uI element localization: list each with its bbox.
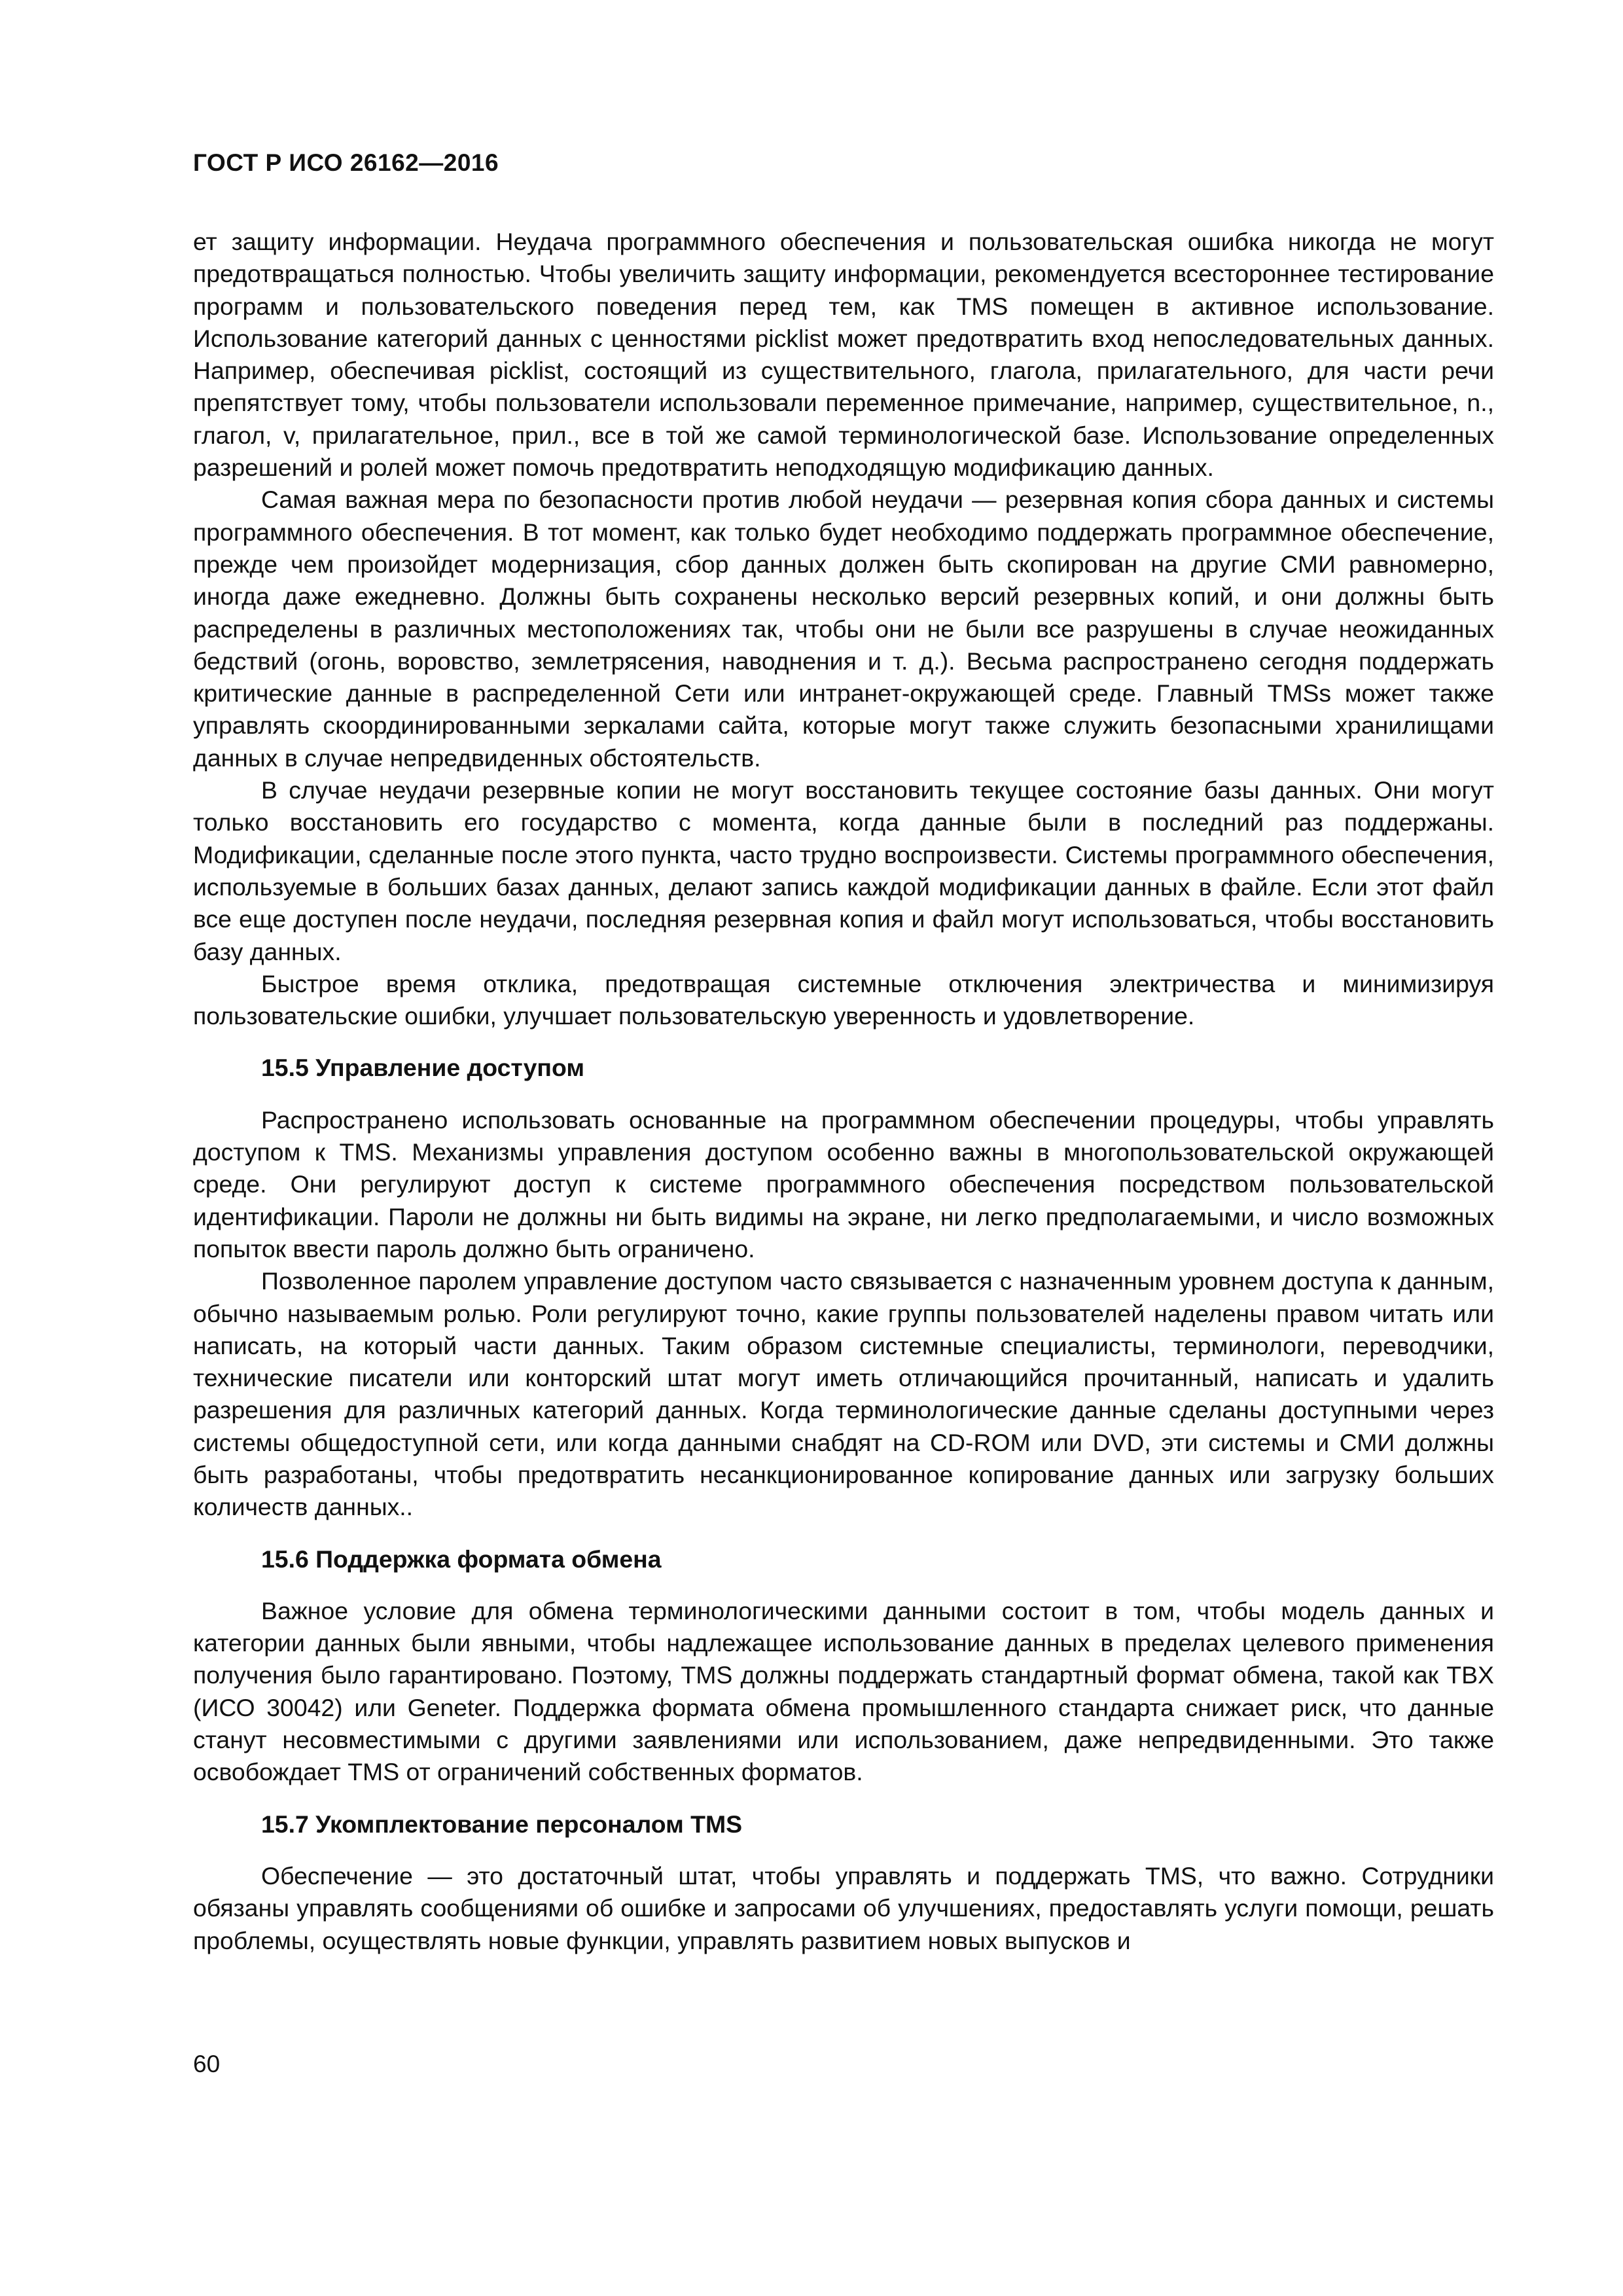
section-heading-15-7: 15.7 Укомплектование персоналом TMS bbox=[261, 1810, 743, 1838]
page-number: 60 bbox=[193, 2051, 221, 2077]
paragraph: В случае неудачи резервные копии не могут восстановить текущее состояние базы данных. Они могут только восстановить его государство с момента, когда данные были в последний раз поддержаны. Модификации, сделанные после этого пункта, часто трудно воспроизвести. Системы программного обеспечения, используемые в больших базах данных, делают запись каждой модификации данных в файле. Если этот файл все еще доступен после неудачи, последняя резервная копия и файл могут использоваться, чтобы восстановить базу данных. bbox=[193, 776, 1494, 965]
section-heading-15-5: 15.5 Управление доступом bbox=[261, 1054, 585, 1082]
paragraph: ет защиту информации. Неудача программного обеспечения и пользовательская ошибка никогда не могут предотвращаться полностью. Чтобы увеличить защиту информации, рекомендуется всестороннее тестирование программ и пользовательского поведения перед тем, как TMS помещен в активное использование. Использование категорий данных с ценностями picklist может предотвратить вход непоследовательных данных. Например, обеспечивая picklist, состоящий из существительного, глагола, прилагательного, для части речи препятствует тому, чтобы пользователи использовали переменное примечание, например, существительное, n., глагол, v, прилагательное, прил., все в той же самой терминологической базе. Использование определенных разрешений и ролей может помочь предотвратить неподходящую модификацию данных. bbox=[193, 228, 1494, 482]
paragraph: Самая важная мера по безопасности против любой неудачи — резервная копия сбора данных и системы программного обеспечения. В тот момент, как только будет необходимо поддержать программное обеспечение, прежде чем произойдет модернизация, сбор данных должен быть скопирован на другие СМИ равномерно, иногда даже ежедневно. Должны быть сохранены несколько версий резервных копий, и они должны быть распределены в различных местоположениях так, чтобы они не были все разрушены в случае неожиданных бедствий (огонь, воровство, землетрясения, наводнения и т. д.). Весьма распространено сегодня поддержать критические данные в распределенной Сети или интранет-окружающей среде. Главный TMSs может также управлять скоординированными зеркалами сайта, которые могут также служить безопасными хранилищами данных в случае непредвиденных обстоятельств. bbox=[193, 486, 1494, 772]
document-header: ГОСТ Р ИСО 26162—2016 bbox=[193, 149, 499, 176]
paragraph: Быстрое время отклика, предотвращая системные отключения электричества и минимизируя пользовательские ошибки, улучшает пользовательскую уверенность и удовлетворение. bbox=[193, 969, 1494, 1030]
paragraph: Важное условие для обмена терминологическими данными состоит в том, чтобы модель данных и категории данных были явными, чтобы надлежащее использование данных в пределах целевого применения получения было гарантировано. Поэтому, TMS должны поддержать стандартный формат обмена, такой как TBX (ИСО 30042) или Geneter. Поддержка формата обмена промышленного стандарта снижает риск, что данные станут несовместимыми с другими заявлениями или использованием, даже непредвиденными. Это также освобождает TMS от ограничений собственных форматов. bbox=[193, 1596, 1494, 1786]
paragraph: Распространено использовать основанные на программном обеспечении процедуры, чтобы управлять доступом к TMS. Механизмы управления доступом особенно важны в многопользовательской окружающей среде. Они регулируют доступ к системе программного обеспечения посредством пользовательской идентификации. Пароли не должны ни быть видимы на экране, ни легко предполагаемыми, и число возможных попыток ввести пароль должно быть ограничено. bbox=[193, 1105, 1494, 1263]
page-content bbox=[193, 226, 1494, 1957]
paragraph: Позволенное паролем управление доступом часто связывается с назначенным уровнем доступа к данным, обычно называемым ролью. Роли регулируют точно, какие группы пользователей наделены правом читать или написать, на который части данных. Таким образом системные специалисты, терминологи, переводчики, технические писатели или конторский штат могут иметь отличающийся прочитанный, написать и удалить разрешения для различных категорий данных. Когда терминологические данные сделаны доступными через системы общедоступной сети, или когда данными снабдят на CD-ROM или DVD, эти системы и СМИ должны быть разработаны, чтобы предотвратить несанкционированное копирование данных или загрузку больших количеств данных.. bbox=[193, 1267, 1494, 1521]
section-heading-15-6: 15.6 Поддержка формата обмена bbox=[261, 1545, 662, 1573]
paragraph: Обеспечение — это достаточный штат, чтобы управлять и поддержать TMS, что важно. Сотрудники обязаны управлять сообщениями об ошибке и запросами об улучшениях, предоставлять услуги помощи, решать проблемы, осуществлять новые функции, управлять развитием новых выпусков и bbox=[193, 1861, 1494, 1954]
